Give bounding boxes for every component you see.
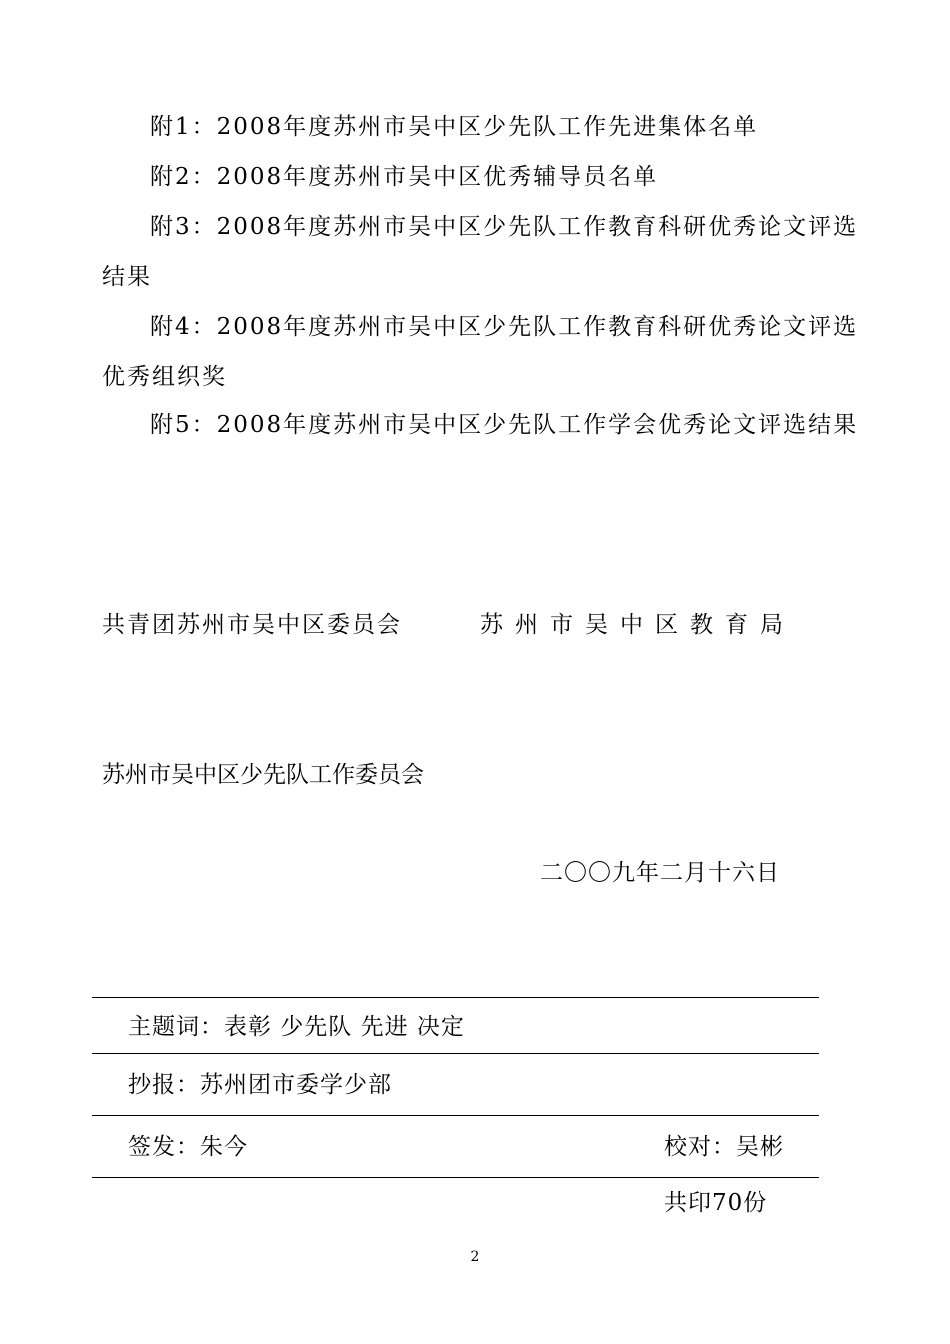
attachment-3-continued: 结果: [102, 264, 152, 290]
subject-keywords: 主题词：表彰 少先队 先进 决定: [128, 1014, 465, 1040]
attachment-4-continued: 优秀组织奖: [102, 364, 227, 390]
issuer: 签发：朱今: [128, 1134, 248, 1160]
signature-pioneer-committee: 苏州市吴中区少先队工作委员会: [102, 762, 424, 788]
document-date: 二〇〇九年二月十六日: [540, 860, 780, 886]
divider-top: [92, 997, 819, 998]
proofreader: 校对：吴彬: [664, 1134, 784, 1160]
attachment-1: 附1：2008年度苏州市吴中区少先队工作先进集体名单: [150, 114, 759, 140]
page-number: 2: [470, 1249, 480, 1265]
signature-education-bureau: 苏州市吴中区教育局: [480, 612, 795, 638]
attachment-4: 附4：2008年度苏州市吴中区少先队工作教育科研优秀论文评选: [150, 314, 859, 340]
copy-to: 抄报：苏州团市委学少部: [128, 1072, 392, 1098]
attachment-2: 附2：2008年度苏州市吴中区优秀辅导员名单: [150, 164, 659, 190]
divider-bottom: [92, 1177, 819, 1178]
divider-keywords: [92, 1053, 819, 1054]
attachment-3: 附3：2008年度苏州市吴中区少先队工作教育科研优秀论文评选: [150, 214, 859, 240]
attachment-5: 附5：2008年度苏州市吴中区少先队工作学会优秀论文评选结果: [150, 412, 859, 438]
signature-youth-league: 共青团苏州市吴中区委员会: [102, 612, 402, 638]
divider-cc: [92, 1115, 819, 1116]
copies-printed: 共印70份: [664, 1190, 768, 1216]
